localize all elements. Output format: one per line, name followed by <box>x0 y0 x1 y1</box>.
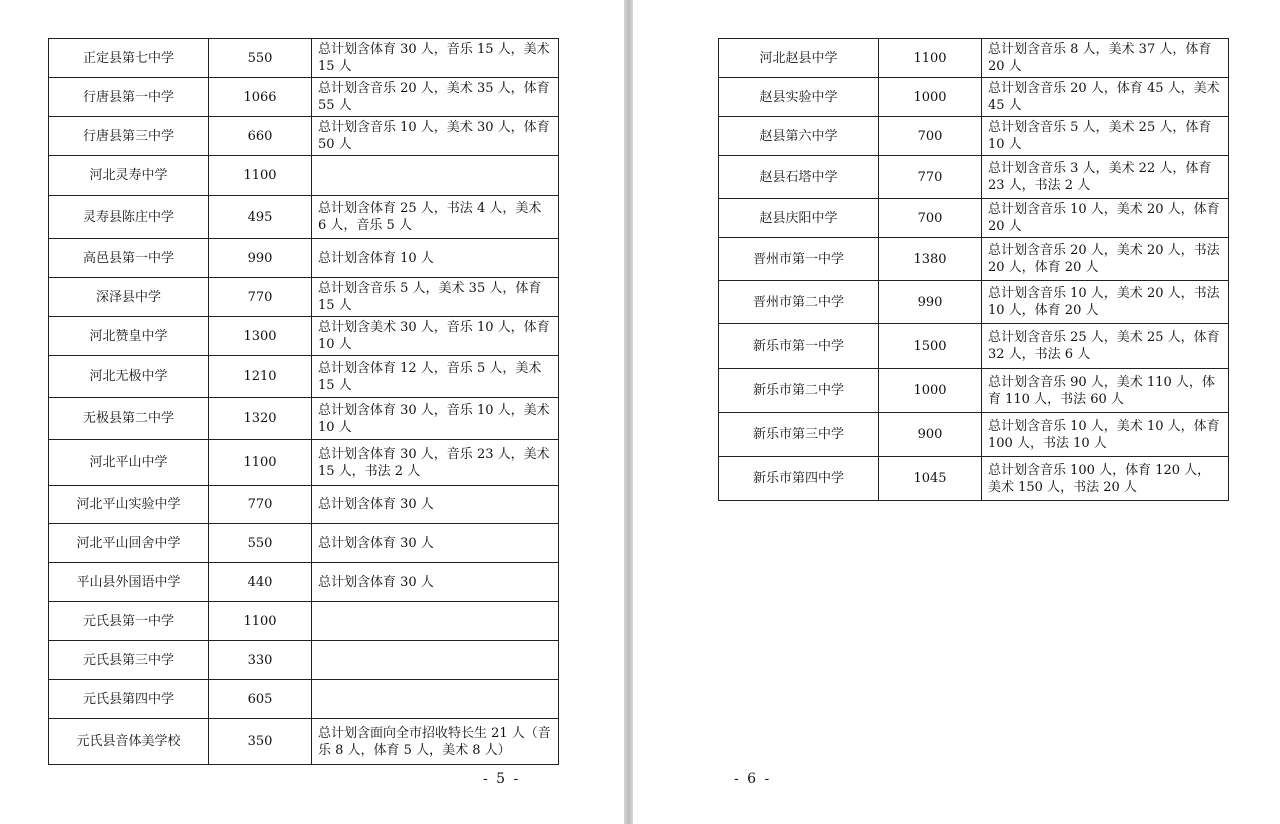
page-6 <box>633 0 1280 824</box>
table-row <box>719 156 1229 199</box>
school-name-cell: 河北平山回舍中学 <box>49 524 209 563</box>
quota-cell: 1100 <box>209 440 312 486</box>
table-row <box>49 317 559 356</box>
table-row <box>719 238 1229 281</box>
quota-cell: 700 <box>879 117 982 156</box>
note-cell: 总计划含音乐 20 人，美术 20 人，书法 20 人，体育 20 人 <box>982 238 1229 281</box>
table-row <box>49 356 559 398</box>
note-cell: 总计划含体育 12 人，音乐 5 人，美术 15 人 <box>312 356 559 398</box>
quota-cell: 1100 <box>209 156 312 196</box>
table-row <box>49 602 559 641</box>
school-name-cell: 无极县第二中学 <box>49 398 209 440</box>
enrollment-table-page-5 <box>48 38 559 765</box>
table-row <box>49 78 559 117</box>
school-name-cell: 高邑县第一中学 <box>49 239 209 278</box>
table-row <box>719 369 1229 413</box>
school-name-cell: 河北平山中学 <box>49 440 209 486</box>
table-row <box>719 457 1229 501</box>
quota-cell: 1066 <box>209 78 312 117</box>
table-row <box>49 39 559 78</box>
note-cell: 总计划含音乐 10 人，美术 20 人，体育 20 人 <box>982 199 1229 238</box>
quota-cell: 605 <box>209 680 312 719</box>
quota-cell: 1210 <box>209 356 312 398</box>
table-row <box>49 440 559 486</box>
quota-cell: 1300 <box>209 317 312 356</box>
school-name-cell: 赵县第六中学 <box>719 117 879 156</box>
table-row <box>49 398 559 440</box>
table-row <box>49 196 559 239</box>
school-name-cell: 新乐市第三中学 <box>719 413 879 457</box>
quota-cell: 350 <box>209 719 312 765</box>
table-row <box>49 680 559 719</box>
quota-cell: 990 <box>879 281 982 324</box>
note-cell: 总计划含音乐 10 人，美术 20 人，书法 10 人，体育 20 人 <box>982 281 1229 324</box>
school-name-cell: 赵县石塔中学 <box>719 156 879 199</box>
quota-cell: 700 <box>879 199 982 238</box>
school-name-cell: 晋州市第一中学 <box>719 238 879 281</box>
note-cell: 总计划含音乐 5 人，美术 25 人，体育 10 人 <box>982 117 1229 156</box>
school-name-cell: 灵寿县陈庄中学 <box>49 196 209 239</box>
quota-cell: 1045 <box>879 457 982 501</box>
note-cell <box>312 680 559 719</box>
school-name-cell: 行唐县第一中学 <box>49 78 209 117</box>
quota-cell: 1100 <box>209 602 312 641</box>
quota-cell: 330 <box>209 641 312 680</box>
quota-cell: 1320 <box>209 398 312 440</box>
note-cell: 总计划含音乐 25 人，美术 25 人，体育 32 人，书法 6 人 <box>982 324 1229 369</box>
school-name-cell: 河北赞皇中学 <box>49 317 209 356</box>
table-row <box>49 524 559 563</box>
table-row <box>719 413 1229 457</box>
quota-cell: 1380 <box>879 238 982 281</box>
note-cell: 总计划含体育 30 人 <box>312 524 559 563</box>
table-row <box>49 641 559 680</box>
table-row <box>719 78 1229 117</box>
table-row <box>719 117 1229 156</box>
quota-cell: 660 <box>209 117 312 156</box>
note-cell <box>312 156 559 196</box>
page-5 <box>0 0 624 824</box>
quota-cell: 1500 <box>879 324 982 369</box>
quota-cell: 770 <box>879 156 982 199</box>
quota-cell: 1000 <box>879 369 982 413</box>
school-name-cell: 新乐市第二中学 <box>719 369 879 413</box>
school-name-cell: 晋州市第二中学 <box>719 281 879 324</box>
quota-cell: 440 <box>209 563 312 602</box>
quota-cell: 495 <box>209 196 312 239</box>
table-row <box>719 324 1229 369</box>
quota-cell: 550 <box>209 524 312 563</box>
school-name-cell: 元氏县音体美学校 <box>49 719 209 765</box>
table-row <box>719 281 1229 324</box>
note-cell: 总计划含体育 30 人 <box>312 486 559 524</box>
quota-cell: 770 <box>209 486 312 524</box>
table-row <box>49 117 559 156</box>
note-cell: 总计划含音乐 8 人，美术 37 人，体育 20 人 <box>982 39 1229 78</box>
school-name-cell: 河北赵县中学 <box>719 39 879 78</box>
note-cell <box>312 641 559 680</box>
note-cell: 总计划含音乐 3 人，美术 22 人，体育 23 人，书法 2 人 <box>982 156 1229 199</box>
note-cell: 总计划含音乐 10 人，美术 10 人，体育 100 人，书法 10 人 <box>982 413 1229 457</box>
school-name-cell: 新乐市第四中学 <box>719 457 879 501</box>
school-name-cell: 元氏县第四中学 <box>49 680 209 719</box>
table-row <box>49 278 559 317</box>
school-name-cell: 元氏县第一中学 <box>49 602 209 641</box>
table-row <box>719 199 1229 238</box>
note-cell: 总计划含体育 10 人 <box>312 239 559 278</box>
school-name-cell: 河北无极中学 <box>49 356 209 398</box>
school-name-cell: 行唐县第三中学 <box>49 117 209 156</box>
school-name-cell: 正定县第七中学 <box>49 39 209 78</box>
school-name-cell: 赵县庆阳中学 <box>719 199 879 238</box>
note-cell: 总计划含体育 30 人，音乐 10 人，美术 10 人 <box>312 398 559 440</box>
note-cell: 总计划含体育 30 人，音乐 23 人，美术 15 人，书法 2 人 <box>312 440 559 486</box>
table-row <box>49 563 559 602</box>
table-row <box>49 156 559 196</box>
note-cell: 总计划含音乐 10 人，美术 30 人，体育 50 人 <box>312 117 559 156</box>
quota-cell: 1100 <box>879 39 982 78</box>
school-name-cell: 深泽县中学 <box>49 278 209 317</box>
note-cell: 总计划含面向全市招收特长生 21 人（音乐 8 人，体育 5 人，美术 8 人） <box>312 719 559 765</box>
note-cell: 总计划含体育 30 人 <box>312 563 559 602</box>
page-divider <box>624 0 633 824</box>
school-name-cell: 新乐市第一中学 <box>719 324 879 369</box>
table-row <box>49 239 559 278</box>
quota-cell: 1000 <box>879 78 982 117</box>
page-number: - 5 - <box>483 771 521 787</box>
note-cell: 总计划含音乐 20 人，体育 45 人，美术 45 人 <box>982 78 1229 117</box>
table-row <box>49 719 559 765</box>
note-cell: 总计划含音乐 100 人，体育 120 人，美术 150 人，书法 20 人 <box>982 457 1229 501</box>
quota-cell: 900 <box>879 413 982 457</box>
quota-cell: 550 <box>209 39 312 78</box>
note-cell: 总计划含音乐 20 人，美术 35 人，体育 55 人 <box>312 78 559 117</box>
table-row <box>49 486 559 524</box>
note-cell: 总计划含美术 30 人，音乐 10 人，体育 10 人 <box>312 317 559 356</box>
note-cell: 总计划含音乐 5 人，美术 35 人，体育 15 人 <box>312 278 559 317</box>
note-cell: 总计划含体育 30 人，音乐 15 人，美术 15 人 <box>312 39 559 78</box>
school-name-cell: 河北灵寿中学 <box>49 156 209 196</box>
school-name-cell: 河北平山实验中学 <box>49 486 209 524</box>
school-name-cell: 赵县实验中学 <box>719 78 879 117</box>
school-name-cell: 元氏县第三中学 <box>49 641 209 680</box>
note-cell: 总计划含体育 25 人，书法 4 人，美术 6 人，音乐 5 人 <box>312 196 559 239</box>
page-number: - 6 - <box>734 771 772 787</box>
table-row <box>719 39 1229 78</box>
quota-cell: 770 <box>209 278 312 317</box>
note-cell <box>312 602 559 641</box>
quota-cell: 990 <box>209 239 312 278</box>
enrollment-table-page-6 <box>718 38 1229 501</box>
school-name-cell: 平山县外国语中学 <box>49 563 209 602</box>
note-cell: 总计划含音乐 90 人，美术 110 人，体育 110 人，书法 60 人 <box>982 369 1229 413</box>
